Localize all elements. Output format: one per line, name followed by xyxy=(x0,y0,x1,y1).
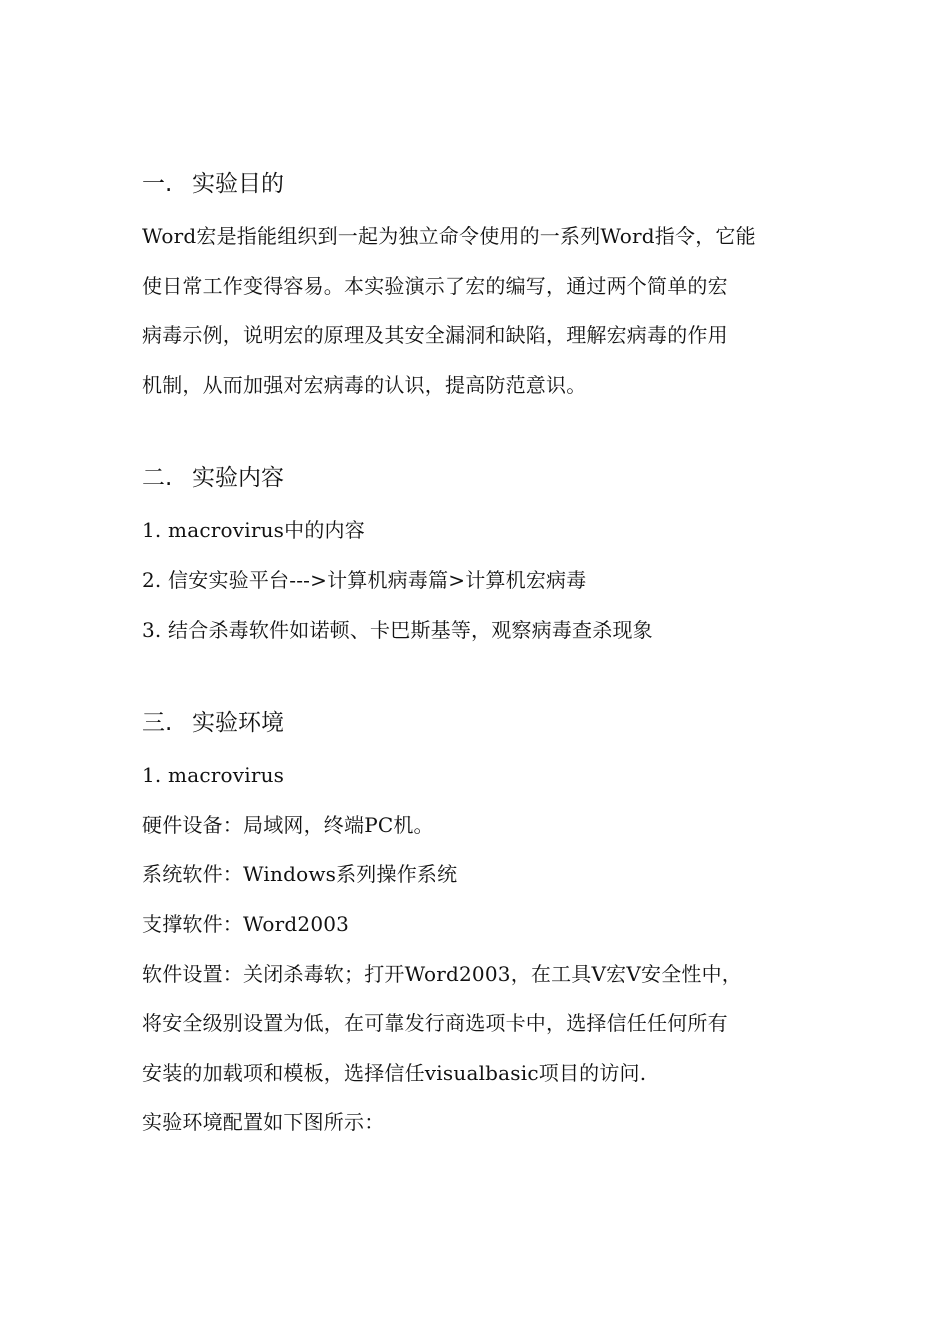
section-content xyxy=(142,458,822,655)
paragraph-line: 支撑软件：Word2003 xyxy=(142,911,350,936)
paragraph-line: 1. macrovirus xyxy=(142,763,285,788)
list-item: 1. macrovirus中的内容 xyxy=(142,518,365,543)
section-title: 实验环境 xyxy=(192,710,284,737)
section-title: 实验内容 xyxy=(192,465,284,492)
section-heading-content xyxy=(142,458,822,498)
paragraph-line: 机制，从而加强对宏病毒的认识，提高防范意识。 xyxy=(142,372,587,397)
paragraph-line: 实验环境配置如下图所示： xyxy=(142,1110,385,1135)
paragraph-line: 病毒示例，说明宏的原理及其安全漏洞和缺陷，理解宏病毒的作用 xyxy=(142,323,728,348)
paragraph-line: 使日常工作变得容易。本实验演示了宏的编写，通过两个简单的宏 xyxy=(142,273,728,298)
section-purpose xyxy=(142,164,822,410)
section-number: 一. xyxy=(142,171,173,197)
section-title: 实验目的 xyxy=(192,171,284,197)
paragraph-line: 系统软件：Windows系列操作系统 xyxy=(142,862,458,887)
section-environment xyxy=(142,703,822,1148)
section-number: 三. xyxy=(142,710,173,737)
document-content xyxy=(142,164,822,1196)
paragraph-line: 将安全级别设置为低，在可靠发行商选项卡中，选择信任任何所有 xyxy=(142,1011,728,1036)
section-number: 二. xyxy=(142,465,173,492)
section-heading-environment xyxy=(142,703,822,743)
paragraph-line: 安装的加载项和模板，选择信任visualbasic项目的访问. xyxy=(142,1060,647,1085)
list-item: 2. 信安实验平台--->计算机病毒篇>计算机宏病毒 xyxy=(142,567,587,592)
section-heading-purpose xyxy=(142,164,822,204)
paragraph-line: Word宏是指能组织到一起为独立命令使用的一系列Word指令，它能 xyxy=(142,224,756,248)
paragraph-line: 软件设置：关闭杀毒软；打开Word2003，在工具V宏V安全性中， xyxy=(142,961,742,986)
list-item: 3. 结合杀毒软件如诺顿、卡巴斯基等，观察病毒查杀现象 xyxy=(142,617,653,642)
paragraph-line: 硬件设备：局域网，终端PC机。 xyxy=(142,812,434,837)
